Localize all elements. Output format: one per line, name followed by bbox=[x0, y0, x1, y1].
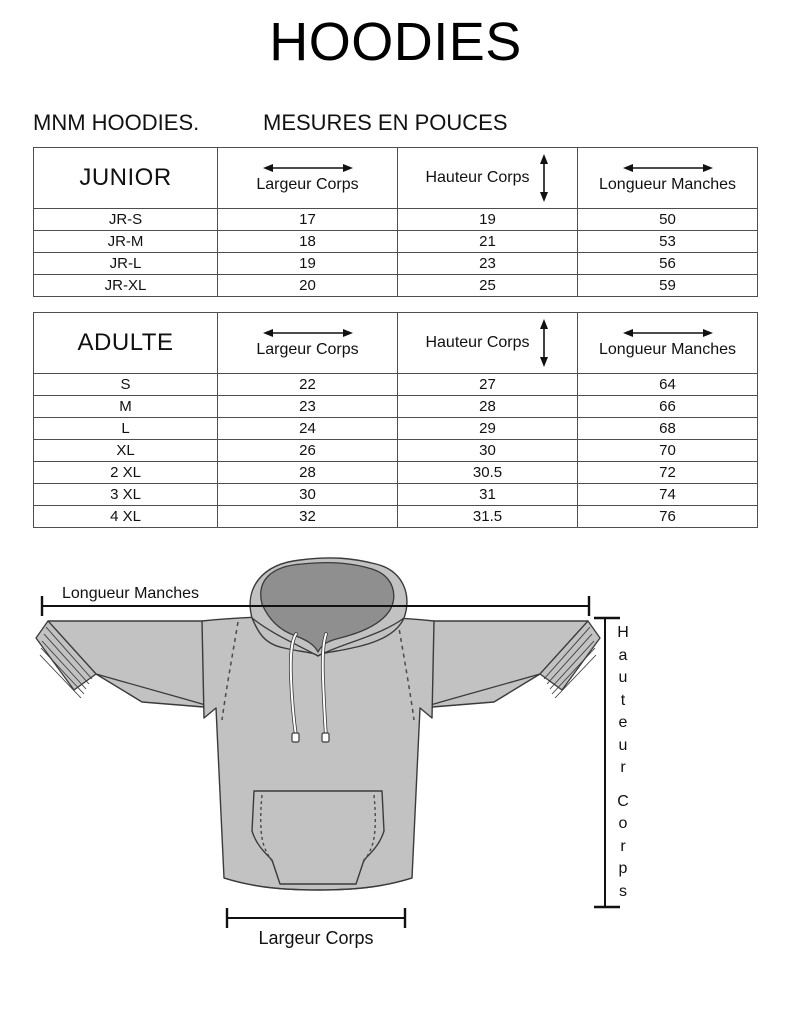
cell-longueur: 74 bbox=[578, 484, 758, 506]
cell-hauteur: 19 bbox=[398, 209, 578, 231]
column-header-label: Longueur Manches bbox=[599, 340, 736, 358]
cell-size: XL bbox=[34, 440, 218, 462]
cell-longueur: 64 bbox=[578, 374, 758, 396]
height-label-letter: a bbox=[618, 646, 628, 664]
cell-size: JR-XL bbox=[34, 275, 218, 297]
subtitle-row bbox=[33, 110, 773, 136]
table-row bbox=[34, 396, 758, 418]
junior-table-body bbox=[34, 209, 758, 297]
cell-largeur: 32 bbox=[218, 506, 398, 528]
column-header-hauteur bbox=[398, 313, 578, 374]
height-label-letter: o bbox=[618, 815, 628, 832]
cell-size: JR-S bbox=[34, 209, 218, 231]
column-header-largeur bbox=[218, 313, 398, 374]
cell-hauteur: 28 bbox=[398, 396, 578, 418]
cell-size: L bbox=[34, 418, 218, 440]
cell-size: 3 XL bbox=[34, 484, 218, 506]
adulte-size-table bbox=[33, 312, 758, 528]
cell-longueur: 76 bbox=[578, 506, 758, 528]
column-header-hauteur bbox=[398, 148, 578, 209]
height-label-letter: e bbox=[618, 714, 628, 731]
column-header-label: Largeur Corps bbox=[256, 340, 359, 358]
table-header-row bbox=[34, 148, 758, 209]
cell-largeur: 24 bbox=[218, 418, 398, 440]
cell-hauteur: 30.5 bbox=[398, 462, 578, 484]
table-row bbox=[34, 462, 758, 484]
category-label: ADULTE bbox=[77, 329, 174, 356]
category-header-adulte bbox=[34, 313, 218, 374]
cell-size: M bbox=[34, 396, 218, 418]
body-height-label bbox=[612, 622, 634, 903]
height-label-letter: u bbox=[618, 736, 628, 754]
cell-longueur: 56 bbox=[578, 253, 758, 275]
hoodie-technical-drawing bbox=[0, 548, 791, 968]
cell-hauteur: 27 bbox=[398, 374, 578, 396]
sleeve-length-label: Longueur Manches bbox=[62, 585, 199, 602]
height-label-letter: s bbox=[619, 882, 627, 900]
horizontal-double-arrow-icon bbox=[263, 162, 353, 174]
cell-hauteur: 31.5 bbox=[398, 506, 578, 528]
table-row bbox=[34, 209, 758, 231]
table-row bbox=[34, 418, 758, 440]
height-label-letter: p bbox=[618, 860, 628, 877]
column-header-label: Hauteur Corps bbox=[425, 169, 530, 186]
height-label-letter: C bbox=[617, 792, 629, 810]
cell-hauteur: 29 bbox=[398, 418, 578, 440]
cell-size: 2 XL bbox=[34, 462, 218, 484]
page-title: HOODIES bbox=[269, 12, 522, 72]
cell-largeur: 26 bbox=[218, 440, 398, 462]
height-label-letter: r bbox=[620, 837, 626, 855]
table-row bbox=[34, 440, 758, 462]
horizontal-double-arrow-icon bbox=[623, 162, 713, 174]
brand-label: MNM HOODIES. bbox=[33, 110, 200, 135]
column-header-label: Largeur Corps bbox=[256, 175, 359, 193]
table-row bbox=[34, 374, 758, 396]
horizontal-double-arrow-icon bbox=[623, 327, 713, 339]
cell-largeur: 23 bbox=[218, 396, 398, 418]
hoodie-illustration bbox=[36, 558, 600, 890]
cell-longueur: 59 bbox=[578, 275, 758, 297]
table-row bbox=[34, 275, 758, 297]
column-header-longueur bbox=[578, 313, 758, 374]
table-row bbox=[34, 231, 758, 253]
height-label-letter: H bbox=[617, 624, 629, 641]
table-row bbox=[34, 253, 758, 275]
adulte-table-body bbox=[34, 374, 758, 528]
cell-longueur: 70 bbox=[578, 440, 758, 462]
cell-size: 4 XL bbox=[34, 506, 218, 528]
column-header-label: Hauteur Corps bbox=[425, 334, 530, 351]
cell-size: S bbox=[34, 374, 218, 396]
cell-largeur: 30 bbox=[218, 484, 398, 506]
cell-longueur: 66 bbox=[578, 396, 758, 418]
cell-largeur: 18 bbox=[218, 231, 398, 253]
body-width-label: Largeur Corps bbox=[258, 928, 374, 948]
cell-largeur: 17 bbox=[218, 209, 398, 231]
cell-hauteur: 25 bbox=[398, 275, 578, 297]
category-label: JUNIOR bbox=[79, 164, 172, 191]
cell-largeur: 22 bbox=[218, 374, 398, 396]
height-label-letter: u bbox=[618, 669, 628, 686]
vertical-double-arrow-icon bbox=[538, 319, 550, 367]
column-header-label: Longueur Manches bbox=[599, 175, 736, 193]
vertical-double-arrow-icon bbox=[538, 154, 550, 202]
cell-hauteur: 30 bbox=[398, 440, 578, 462]
table-row bbox=[34, 484, 758, 506]
table-header-row bbox=[34, 313, 758, 374]
cell-longueur: 50 bbox=[578, 209, 758, 231]
cell-hauteur: 31 bbox=[398, 484, 578, 506]
junior-size-table bbox=[33, 147, 758, 297]
cell-longueur: 68 bbox=[578, 418, 758, 440]
table-row bbox=[34, 506, 758, 528]
body-width-measure bbox=[227, 908, 405, 948]
cell-largeur: 19 bbox=[218, 253, 398, 275]
cell-hauteur: 23 bbox=[398, 253, 578, 275]
cell-largeur: 28 bbox=[218, 462, 398, 484]
horizontal-double-arrow-icon bbox=[263, 327, 353, 339]
cell-longueur: 72 bbox=[578, 462, 758, 484]
cell-longueur: 53 bbox=[578, 231, 758, 253]
height-label-letter: t bbox=[620, 691, 626, 709]
cell-size: JR-M bbox=[34, 231, 218, 253]
height-label-letter: r bbox=[620, 759, 626, 776]
cell-hauteur: 21 bbox=[398, 231, 578, 253]
column-header-largeur bbox=[218, 148, 398, 209]
column-header-longueur bbox=[578, 148, 758, 209]
category-header-junior bbox=[34, 148, 218, 209]
units-label: MESURES EN POUCES bbox=[263, 110, 508, 135]
cell-size: JR-L bbox=[34, 253, 218, 275]
hoodie-body bbox=[202, 616, 434, 890]
cell-largeur: 20 bbox=[218, 275, 398, 297]
